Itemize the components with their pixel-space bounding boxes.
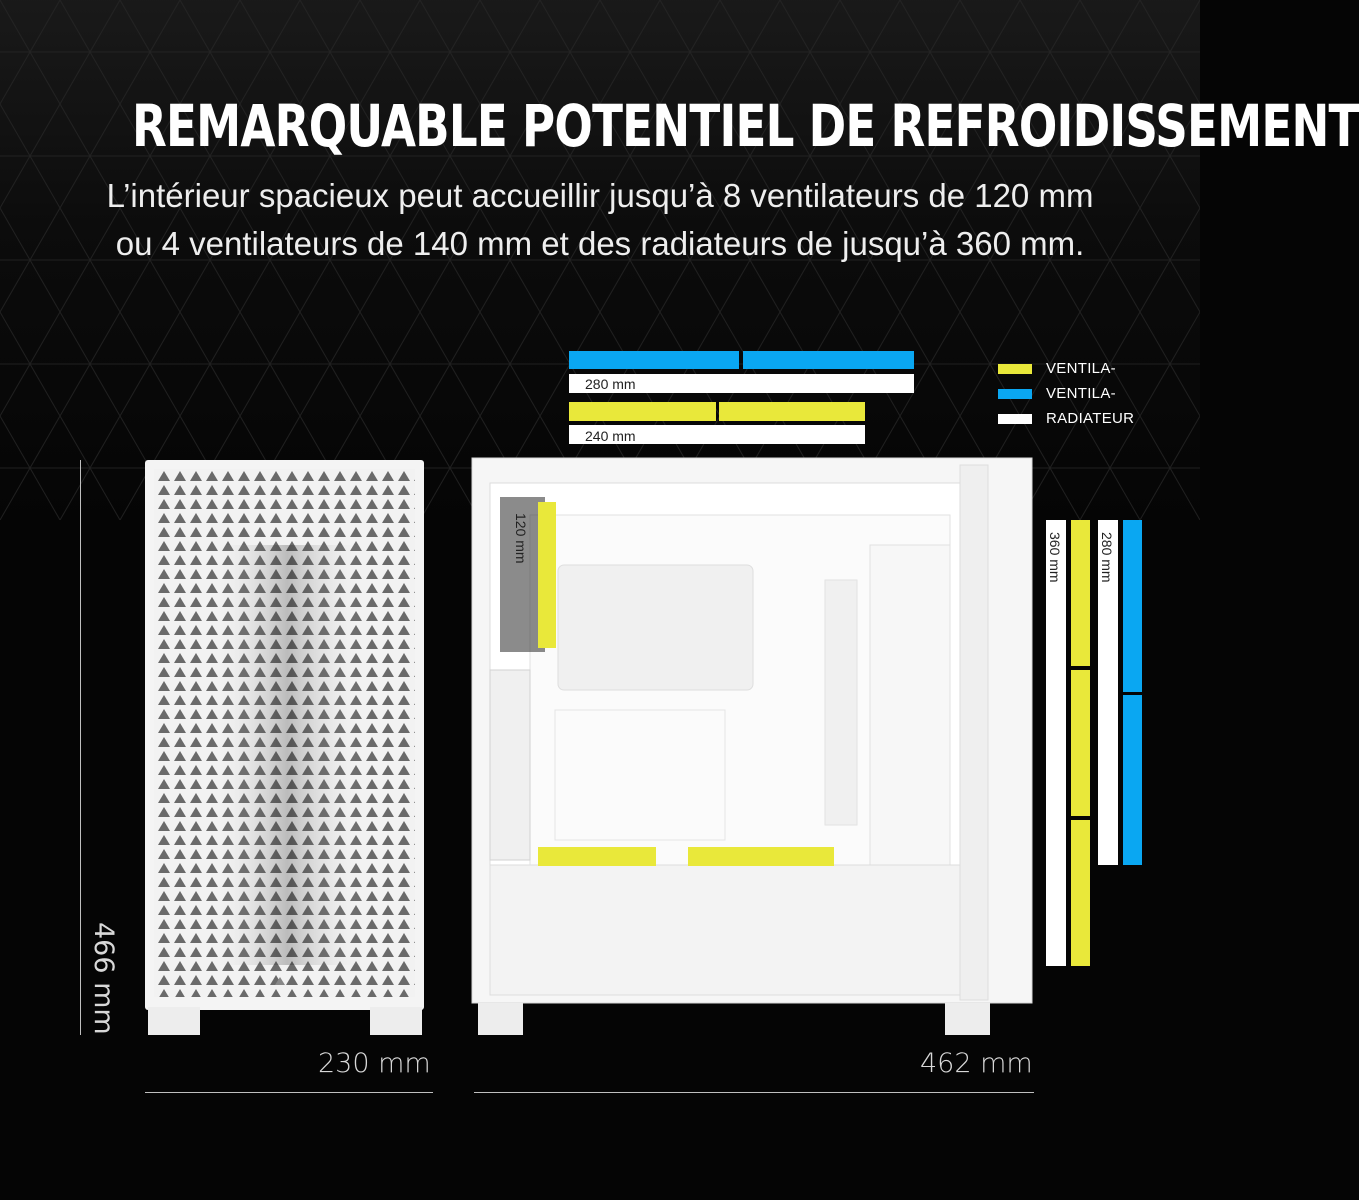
front-fan-140-bar-1 [1123,520,1142,692]
rear-fan-120-label: 120 mm [513,513,529,564]
top-fan-140-bar-2 [743,351,914,369]
top-fan-120-bar-1 [569,402,716,421]
top-fan-120-bar-2 [719,402,865,421]
depth-dimension-label: 462 mm [920,1048,1033,1079]
legend-item-fan-120 [998,356,1134,381]
legend-label: VENTILA- [1046,385,1116,402]
front-fan-120-bar-2 [1071,670,1090,816]
front-radiator-360-label: 360 mm [1047,532,1063,583]
subtitle-line-2: ou 4 ventilateurs de 140 mm et des radiateurs de jusqu’à 360 mm. [115,225,1085,262]
page-title: REMARQUABLE POTENTIEL DE REFROIDISSEMENT [132,92,1359,160]
subtitle-line-1: L’intérieur spacieux peut accueillir jusqu’à 8 ventilateurs de 120 mm [106,177,1094,214]
height-dimension-label: 466 mm [88,922,119,1035]
top-radiator-280-label: 280 mm [585,376,636,392]
top-radiator-240-label: 240 mm [585,428,636,444]
legend-label: VENTILA- [1046,360,1116,377]
legend [998,356,1134,431]
yellow-swatch [998,364,1032,374]
case-front-view [140,455,430,1040]
front-fan-120-bar-1 [1071,520,1090,666]
front-radiator-360-bar [1046,520,1066,966]
legend-label: RADIATEUR [1046,410,1135,427]
legend-item-fan-140 [998,381,1134,406]
blue-swatch [998,389,1032,399]
legend-item-radiator [998,406,1134,431]
width-dimension-line [145,1092,433,1093]
width-dimension-label: 230 mm [318,1048,431,1079]
white-swatch [998,414,1032,424]
case-side-view [470,455,1045,1040]
front-radiator-280-label: 280 mm [1099,532,1115,583]
height-dimension-line [80,460,81,1035]
top-fan-140-bar-1 [569,351,739,369]
depth-dimension-line [474,1092,1034,1093]
front-fan-140-bar-2 [1123,695,1142,865]
front-fan-120-bar-3 [1071,820,1090,966]
page-subtitle [0,172,1200,268]
